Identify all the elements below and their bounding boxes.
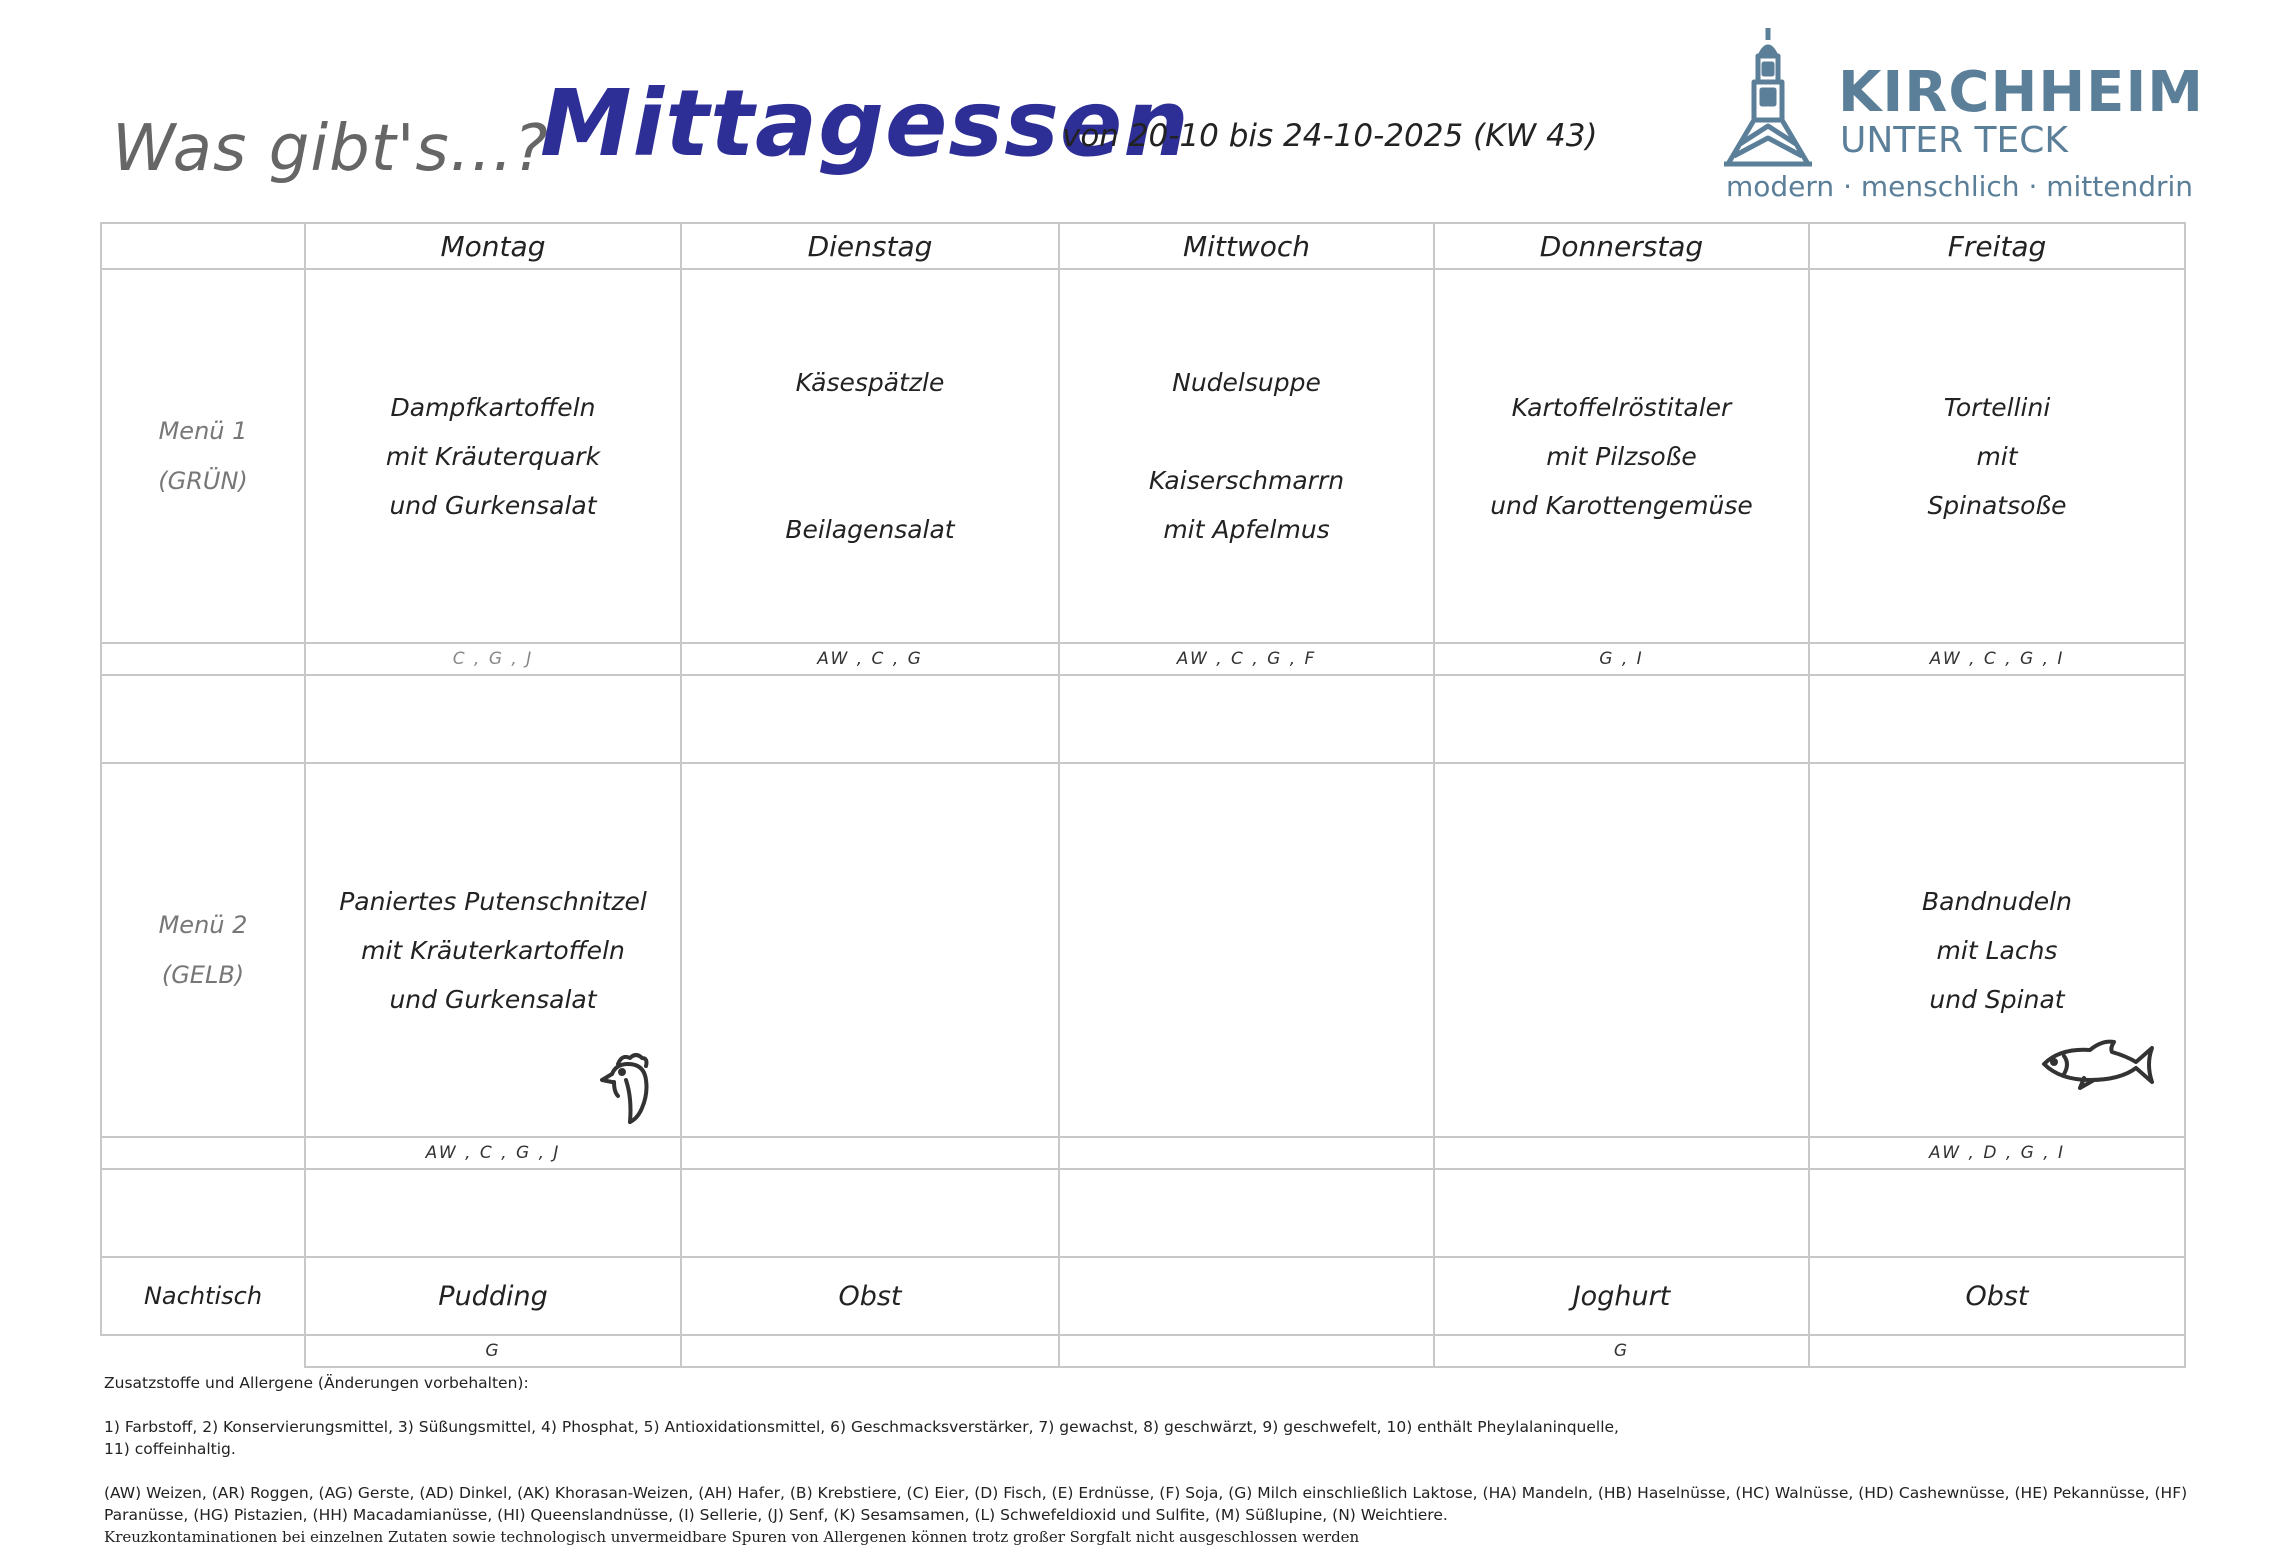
dessert-allergens-wednesday <box>1059 1335 1434 1367</box>
corner-cell <box>101 223 305 269</box>
menu2-dish-thursday <box>1434 763 1809 1137</box>
menu1-dish-monday <box>305 269 681 643</box>
allergens-list-cont: Paranüsse, (HG) Pistazien, (HH) Macadamianüsse, (HI) Queenslandnüsse, (I) Sellerie, (J) Senf, (K) Sesamsamen, (L) Schwefeldioxid und Sulfite, (M) Süßlupine, (N) Weichtiere. <box>104 1506 1448 1524</box>
dish-line: Kaiserschmarrn <box>1148 466 1345 495</box>
menu2-allergens-thursday <box>1434 1137 1809 1169</box>
spacer-cell <box>101 675 305 763</box>
dish-line <box>1060 407 1433 456</box>
day-header-row <box>101 223 2185 269</box>
logo-subname: UNTER TECK <box>1840 120 2068 161</box>
menu2-allergens-tuesday <box>681 1137 1059 1169</box>
date-range: von 20-10 bis 24-10-2025 (KW 43) <box>1062 118 1598 154</box>
menu1-label-line2: (GRÜN) <box>158 467 248 495</box>
cross-contamination-disclaimer: Kreuzkontaminationen bei einzelnen Zutaten sowie technologisch unvermeidbare Spuren von Allergenen können trotz großer Sorgfalt nicht ausgeschlossen werden <box>104 1528 1360 1546</box>
menu2-allergens-friday: AW , D , G , I <box>1809 1137 2185 1169</box>
dish-line: mit Apfelmus <box>1163 515 1330 544</box>
dessert-monday: Pudding <box>305 1257 681 1335</box>
spacer-cell <box>1059 1169 1434 1257</box>
dish-line: Dampfkartoffeln <box>390 392 596 422</box>
spacer-cell <box>101 1169 305 1257</box>
dessert-label: Nachtisch <box>101 1257 305 1335</box>
spacer-cell <box>1809 1169 2185 1257</box>
church-tower-icon <box>1720 26 1816 168</box>
additives-list: 1) Farbstoff, 2) Konservierungsmittel, 3) Süßungsmittel, 4) Phosphat, 5) Antioxidationsmittel, 6) Geschmacksverstärker, 7) gewachst, 8) geschwärzt, 9) geschwefelt, 10) enthält Pheylalaninquelle, <box>104 1418 1619 1436</box>
allergen-label-cell <box>101 643 305 675</box>
menu2-allergen-row <box>101 1137 2185 1169</box>
dish-line: Tortellini <box>1943 392 2051 422</box>
spacer-cell <box>305 1169 681 1257</box>
dessert-friday: Obst <box>1809 1257 2185 1335</box>
spacer-row <box>101 1169 2185 1257</box>
dish-line: Spinatsoße <box>1927 490 2067 520</box>
spacer-cell <box>1059 675 1434 763</box>
day-header-thursday: Donnerstag <box>1434 223 1809 269</box>
menu2-label-line2: (GELB) <box>161 961 245 989</box>
additives-list-cont: 11) coffeinhaltig. <box>104 1440 236 1458</box>
dessert-allergens-tuesday <box>681 1335 1059 1367</box>
spacer-cell <box>305 675 681 763</box>
menu2-dish-wednesday <box>1059 763 1434 1137</box>
allergen-label-cell <box>101 1335 305 1367</box>
dessert-allergens-monday: G <box>305 1335 681 1367</box>
dish-line: und Spinat <box>1929 984 2065 1014</box>
menu1-row <box>101 269 2185 643</box>
dish-line: Bandnudeln <box>1922 886 2072 916</box>
dessert-allergens-thursday: G <box>1434 1335 1809 1367</box>
menu2-label <box>101 763 305 1137</box>
menu-table <box>100 222 2186 1368</box>
spacer-row <box>101 675 2185 763</box>
menu2-row <box>101 763 2185 1137</box>
day-header-friday: Freitag <box>1809 223 2185 269</box>
dessert-thursday: Joghurt <box>1434 1257 1809 1335</box>
menu1-allergens-friday: AW , C , G , I <box>1809 643 2185 675</box>
spacer-cell <box>1434 675 1809 763</box>
chicken-icon <box>592 1050 660 1126</box>
legend-heading: Zusatzstoffe und Allergene (Änderungen vorbehalten): <box>104 1374 529 1392</box>
menu1-label-line1: Menü 1 <box>158 417 248 445</box>
dish-line: mit Kräuterkartoffeln <box>361 935 625 965</box>
dish-line: Paniertes Putenschnitzel <box>339 886 647 916</box>
menu2-dish-friday <box>1809 763 2185 1137</box>
dish-line <box>682 407 1058 456</box>
dish-line: Kartoffelröstitaler <box>1511 392 1732 422</box>
menu1-allergen-row <box>101 643 2185 675</box>
page-title: Mittagessen <box>540 70 1190 177</box>
allergen-legend <box>104 1372 2194 1548</box>
dish-line: und Karottengemüse <box>1490 490 1753 520</box>
menu1-dish-wednesday <box>1059 269 1434 643</box>
day-header-monday: Montag <box>305 223 681 269</box>
menu1-allergens-monday: C , G , J <box>305 643 681 675</box>
day-header-tuesday: Dienstag <box>681 223 1059 269</box>
dessert-tuesday: Obst <box>681 1257 1059 1335</box>
menu2-allergens-wednesday <box>1059 1137 1434 1169</box>
menu2-dish-tuesday <box>681 763 1059 1137</box>
menu1-label <box>101 269 305 643</box>
menu2-allergens-monday: AW , C , G , J <box>305 1137 681 1169</box>
menu1-dish-friday <box>1809 269 2185 643</box>
dish-line: und Gurkensalat <box>389 984 597 1014</box>
spacer-cell <box>681 675 1059 763</box>
dessert-wednesday <box>1059 1257 1434 1335</box>
dessert-allergens-friday <box>1809 1335 2185 1367</box>
spacer-cell <box>1809 675 2185 763</box>
menu2-label-line1: Menü 2 <box>158 911 248 939</box>
menu1-dish-thursday <box>1434 269 1809 643</box>
spacer-cell <box>681 1169 1059 1257</box>
menu1-allergens-tuesday: AW , C , G <box>681 643 1059 675</box>
dessert-allergen-row <box>101 1335 2185 1367</box>
dish-line <box>682 456 1058 505</box>
spacer-cell <box>1434 1169 1809 1257</box>
menu1-allergens-wednesday: AW , C , G , F <box>1059 643 1434 675</box>
logo-slogan: modern · menschlich · mittendrin <box>1726 170 2194 203</box>
dish-line: mit Pilzsoße <box>1546 441 1697 471</box>
menu1-allergens-thursday: G , I <box>1434 643 1809 675</box>
dish-line: Beilagensalat <box>785 515 955 544</box>
allergen-label-cell <box>101 1137 305 1169</box>
logo-name: KIRCHHEIM <box>1838 60 2204 125</box>
menu1-dish-tuesday <box>681 269 1059 643</box>
tagline: Was gibt's...? <box>112 112 549 186</box>
fish-icon <box>2040 1034 2158 1094</box>
dessert-row <box>101 1257 2185 1335</box>
day-header-wednesday: Mittwoch <box>1059 223 1434 269</box>
dish-line: Nudelsuppe <box>1172 368 1321 397</box>
dish-line: Käsespätzle <box>795 368 945 397</box>
allergens-list: (AW) Weizen, (AR) Roggen, (AG) Gerste, (AD) Dinkel, (AK) Khorasan-Weizen, (AH) Hafer, (B) Krebstiere, (C) Eier, (D) Fisch, (E) Erdnüsse, (F) Soja, (G) Milch einschließlich Laktose, (HA) Mandeln, (HB) Haselnüsse, (HC) Walnüsse, (HD) Cashewnüsse, (HE) Pekannüsse, (HF) <box>104 1484 2188 1502</box>
dish-line: und Gurkensalat <box>389 490 597 520</box>
dish-line: mit Kräuterquark <box>385 441 601 471</box>
menu2-dish-monday <box>305 763 681 1137</box>
dish-line: mit <box>1976 441 2018 471</box>
dish-line: mit Lachs <box>1936 935 2058 965</box>
city-logo <box>1720 20 2204 210</box>
